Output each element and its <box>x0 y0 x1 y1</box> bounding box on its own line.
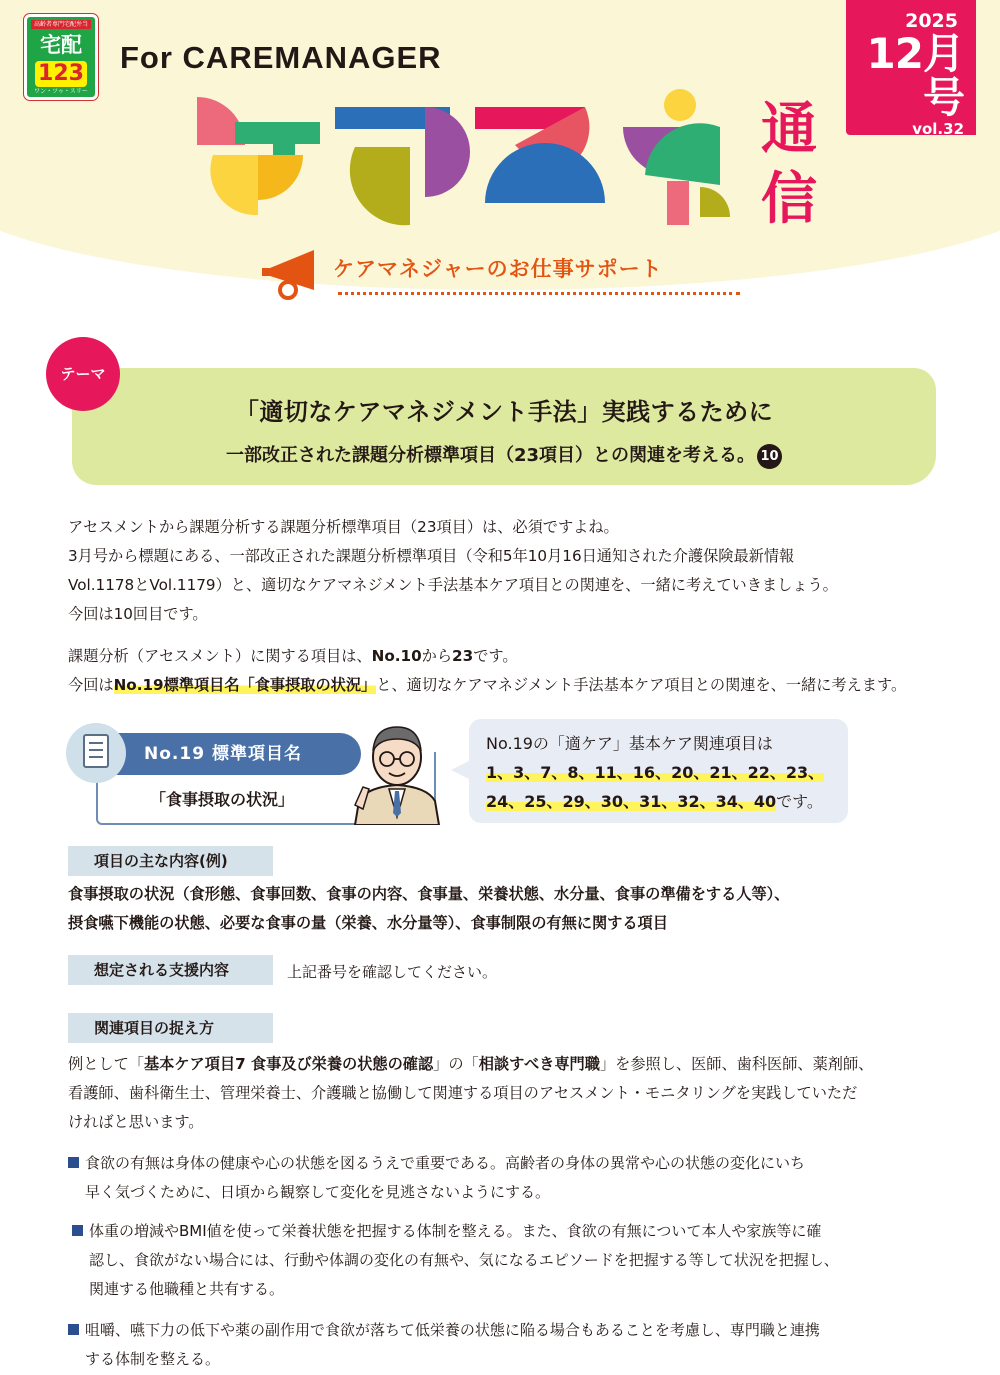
bubble-line <box>486 787 824 816</box>
issue-tag <box>846 0 976 138</box>
subtitle-underline <box>338 292 740 295</box>
title-shape <box>210 155 258 215</box>
title-shape <box>485 143 605 203</box>
title-shape <box>273 122 295 156</box>
title-shape <box>350 147 410 225</box>
checklist-icon <box>66 723 126 783</box>
issue-number-circle: 10 <box>757 444 782 469</box>
brand-top-text: 高齢者専門宅配弁当 <box>31 20 91 29</box>
bullet-item <box>68 1149 805 1207</box>
square-bullet-icon <box>68 1324 79 1335</box>
title-shape <box>664 89 696 121</box>
item-box-header: No.19 標準項目名 <box>96 733 361 775</box>
bullet-line: 早く気づくために、日頃から観察して変化を見逃さないようにする。 <box>85 1183 551 1201</box>
intro-paragraph <box>68 513 838 629</box>
bullet-line <box>72 1217 839 1246</box>
content-paragraph <box>68 880 789 938</box>
section-label-content: 項目の主な内容(例) <box>68 846 273 876</box>
bullet-line: 認し、食欲がない場合には、行動や体調の変化の有無や、気になるエピソードを把握する等して状況を把握し、 <box>89 1251 839 1269</box>
intro-line: 3月号から標題にある、一部改正された課題分析標準項目（令和5年10月16日通知された介護保険最新情報 <box>68 547 795 565</box>
scope-bold-end: 23 <box>452 647 474 665</box>
bubble-line: No.19の「適ケア」基本ケア関連項目は <box>486 734 773 753</box>
scope-text: です。 <box>473 647 518 665</box>
related-line: ければと思います。 <box>68 1113 204 1131</box>
issue-volume: vol.32 <box>912 120 964 138</box>
bubble-line <box>486 758 824 787</box>
support-note: 上記番号を確認してください。 <box>287 963 498 981</box>
speech-bubble-tail <box>451 760 471 780</box>
theme-subtitle-text: 一部改正された課題分析標準項目（23項目）との関連を考える。 <box>225 445 756 466</box>
bullet-line: 関連する他職種と共有する。 <box>89 1280 285 1298</box>
content-line: 摂食嚥下機能の状態、必要な食事の量（栄養、水分量等）、食事制限の有無に関する項目 <box>68 914 668 932</box>
bullet-text: 咀嚼、嚥下力の低下や薬の副作用で食欲が落ちて低栄養の状態に陥る場合もあることを考慮し、専門職と連携 <box>85 1321 820 1339</box>
brand-logo <box>24 14 98 100</box>
related-items-highlight: 24、25、29、30、31、32、34、40 <box>486 792 777 811</box>
bullet-text: 体重の増減やBMI値を使って栄養状態を把握する体制を整える。また、食欲の有無について本人や家族等に確 <box>89 1222 822 1240</box>
brand-number: 123 <box>35 61 87 87</box>
bullet-line: する体制を整える。 <box>85 1350 221 1368</box>
title-artwork <box>175 85 735 235</box>
related-line: 看護師、歯科衛生士、管理栄養士、介護職と協働して関連する項目のアセスメント・モニタリングを実践していただ <box>68 1084 858 1102</box>
theme-badge: テーマ <box>46 337 120 411</box>
title-suffix: 通信 <box>761 97 817 232</box>
title-shape <box>425 107 470 197</box>
related-paragraph <box>68 1050 873 1137</box>
subtitle: ケアマネジャーのお仕事サポート <box>333 257 663 281</box>
related-bold: 相談すべき専門職 <box>478 1055 600 1073</box>
related-text: 」を参照し、医師、歯科医師、薬剤師、 <box>599 1055 874 1073</box>
theme-title: 「適切なケアマネジメント手法」実践するために <box>234 398 774 426</box>
issue-month: 12月号 <box>866 29 964 122</box>
bullet-line <box>68 1316 820 1345</box>
section-label-related: 関連項目の捉え方 <box>68 1013 273 1043</box>
brand-reading: ワン・ツゥ・スリー <box>34 88 88 95</box>
bullet-text: 食欲の有無は身体の健康や心の状態を図るうえで重要である。高齢者の身体の異常や心の状態の変化にいち <box>85 1154 806 1172</box>
section-label-support: 想定される支援内容 <box>68 955 273 985</box>
issue-year: 2025 <box>905 10 958 32</box>
speech-bubble-text <box>486 729 824 816</box>
related-text: 例として「 <box>68 1055 144 1073</box>
focus-text: 今回は <box>68 676 114 694</box>
focus-highlight: No.19標準項目名「食事摂取の状況」 <box>113 676 377 694</box>
square-bullet-icon <box>68 1157 79 1168</box>
scope-bold-start: No.10 <box>371 647 422 665</box>
bullet-item <box>72 1217 839 1304</box>
content-line: 食事摂取の状況（食形態、食事回数、食事の内容、食事量、栄養状態、水分量、食事の準備をする人等）、 <box>68 885 790 903</box>
theme-subtitle <box>72 441 936 469</box>
scope-line <box>68 642 906 671</box>
intro-line: Vol.1178とVol.1179）と、適切なケアマネジメント手法基本ケア項目との関連を、一緒に考えていきましょう。 <box>68 576 838 594</box>
title-shape <box>667 181 689 225</box>
square-bullet-icon <box>72 1225 83 1236</box>
intro-line: 今回は10回目です。 <box>68 605 208 623</box>
scope-text: 課題分析（アセスメント）に関する項目は、 <box>68 647 372 665</box>
megaphone-icon <box>258 246 333 301</box>
for-caremanager-label: For CAREMANAGER <box>120 40 442 75</box>
scope-paragraph <box>68 642 906 700</box>
related-line <box>68 1050 873 1079</box>
scope-text: から <box>421 647 453 665</box>
bubble-suffix: です。 <box>776 792 823 811</box>
related-bold: 基本ケア項目7 食事及び栄養の状態の確認 <box>143 1055 434 1073</box>
care-manager-illustration <box>345 717 450 825</box>
bullet-item <box>68 1316 820 1374</box>
related-text: 」の「 <box>433 1055 479 1073</box>
focus-text: と、適切なケアマネジメント手法基本ケア項目との関連を、一緒に考えます。 <box>376 676 907 694</box>
focus-line <box>68 671 906 700</box>
intro-line: アセスメントから課題分析する課題分析標準項目（23項目）は、必須ですよね。 <box>68 518 619 536</box>
title-shape <box>700 187 730 217</box>
brand-kanji: 宅配 <box>40 33 82 57</box>
bullet-line <box>68 1149 805 1178</box>
related-items-highlight: 1、3、7、8、11、16、20、21、22、23、 <box>486 763 825 782</box>
item-box-label: 「食事摂取の状況」 <box>150 790 295 809</box>
